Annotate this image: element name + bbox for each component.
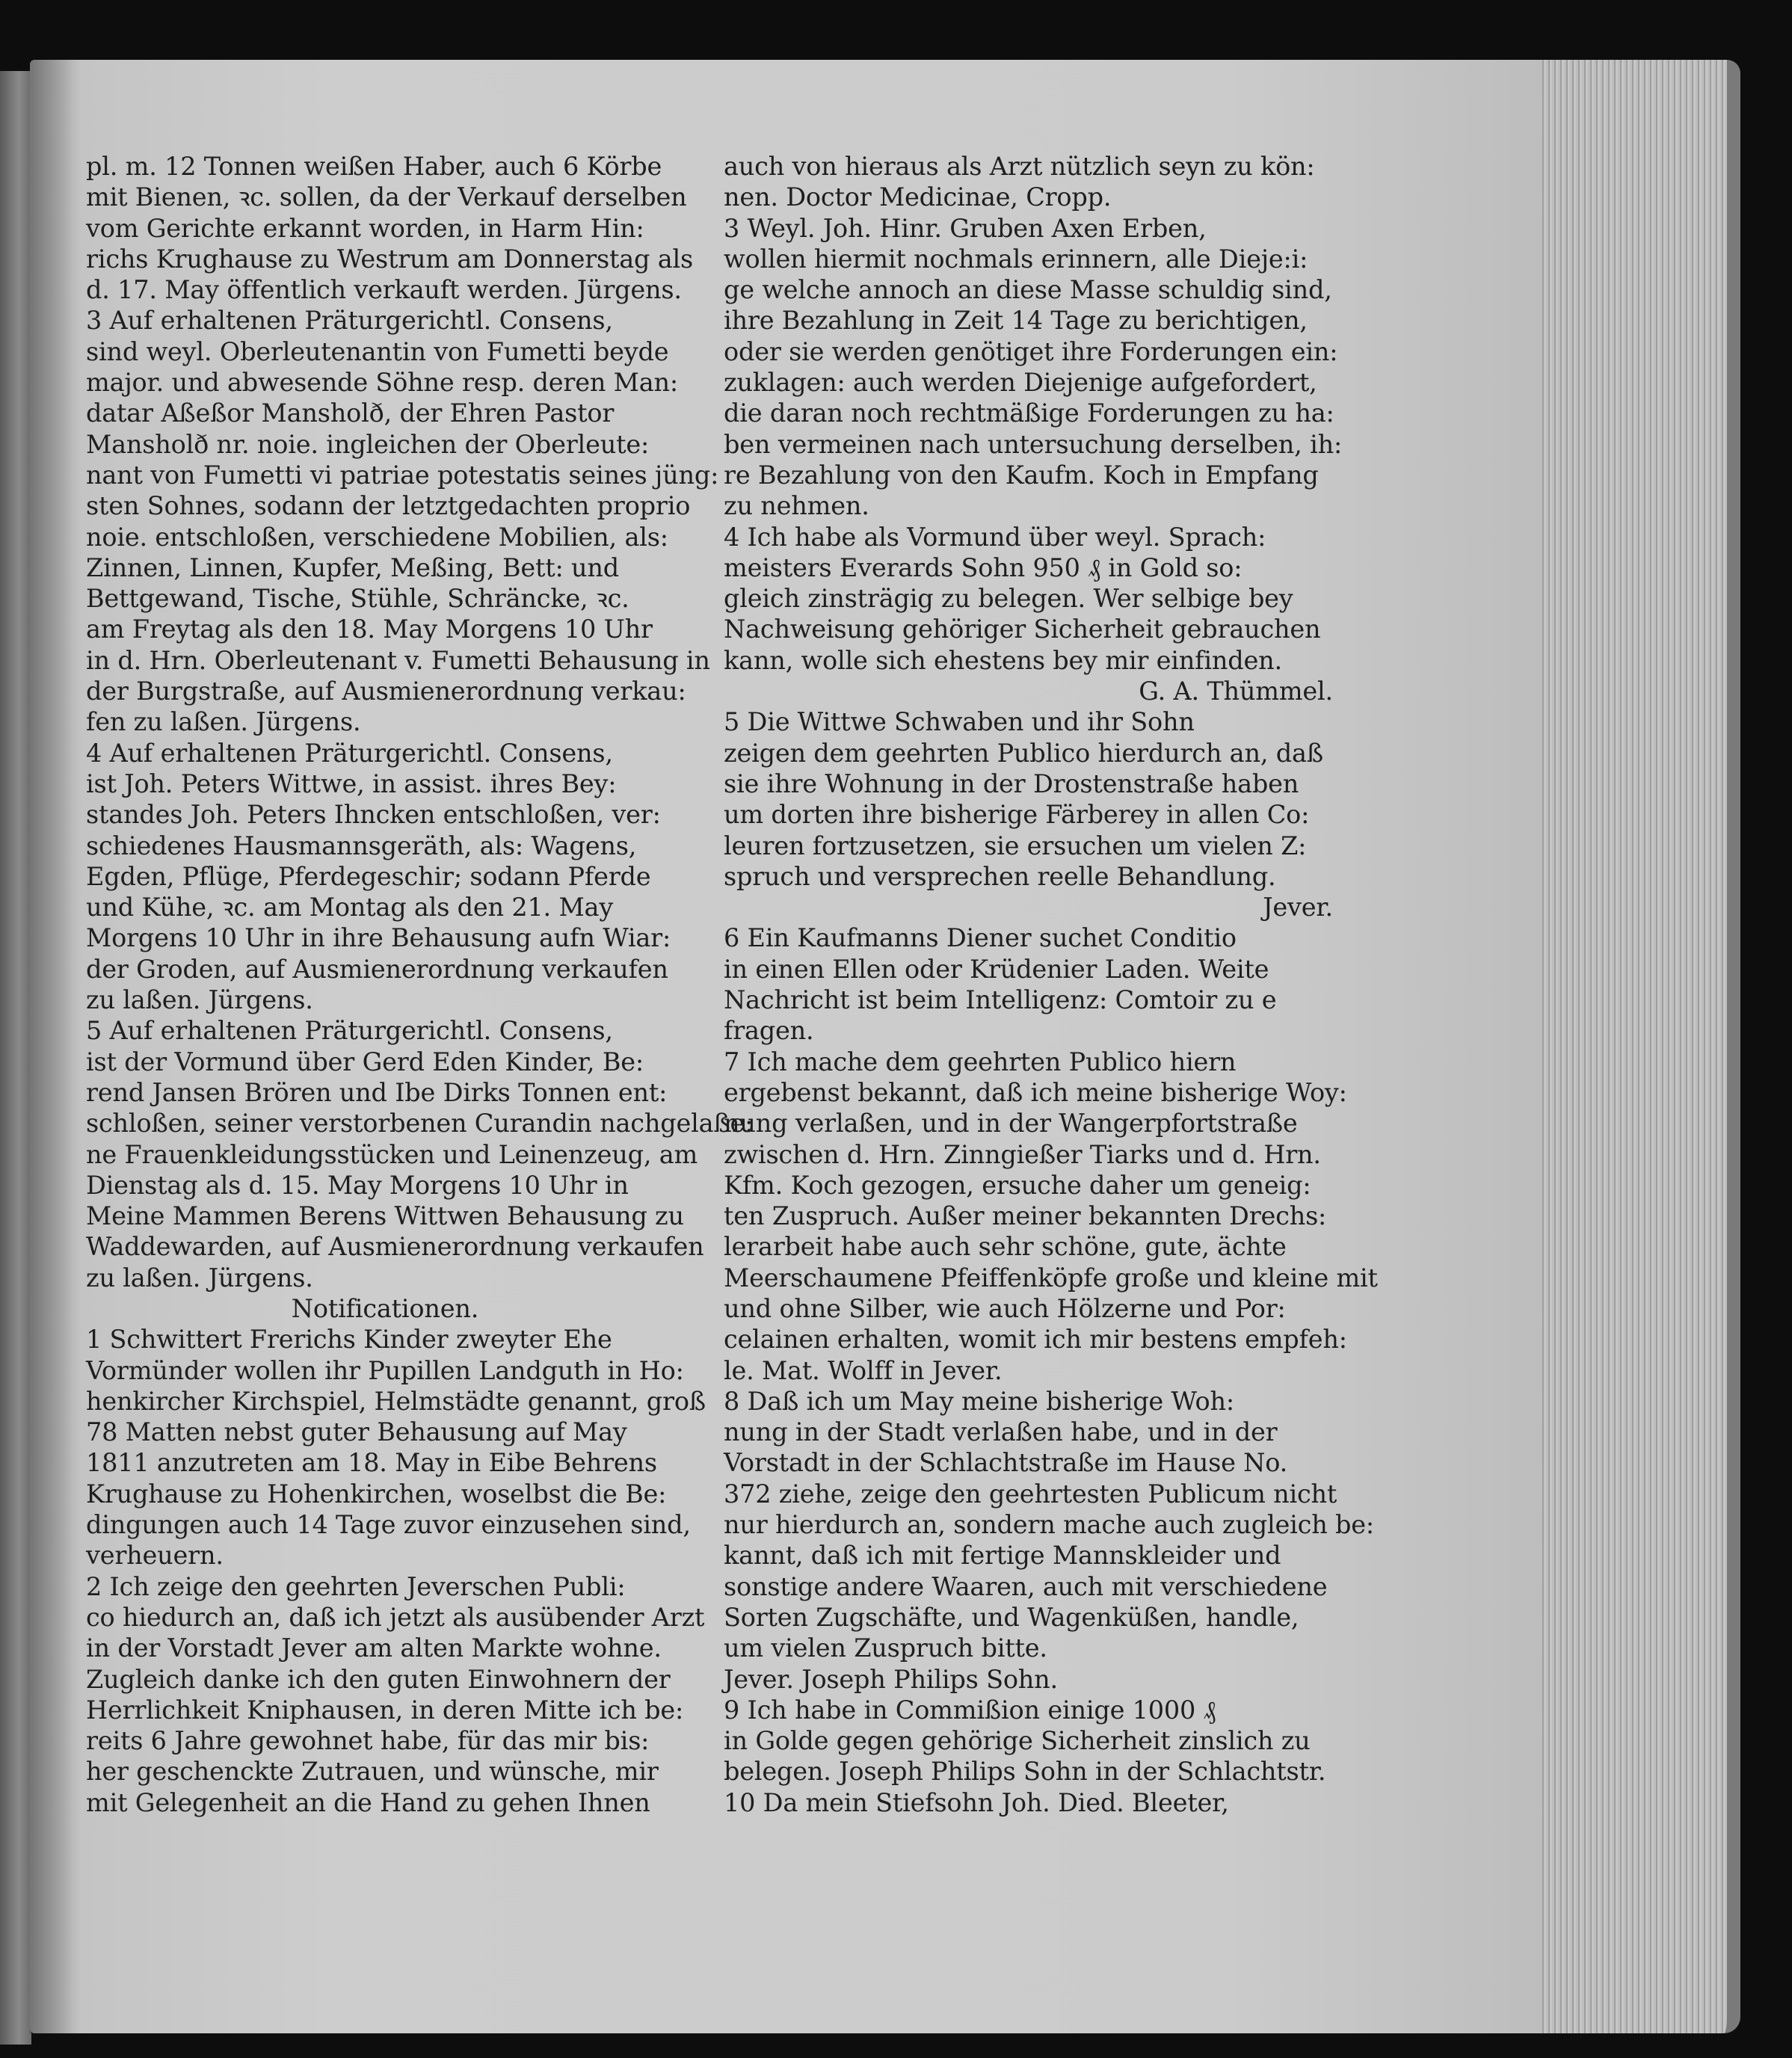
text-line: Zugleich danke ich den guten Einwohnern der [86,1664,671,1694]
text-line: Krughause zu Hohenkirchen, woselbst die Be: [86,1479,667,1509]
text-line: Bettgewand, Tische, Stühle, Schräncke, ꝛc. [86,584,629,614]
text-line: kannt, daß ich mit fertige Mannskleider und [724,1541,1281,1571]
text-line: nung in der Stadt verlaßen habe, und in der [724,1417,1278,1447]
text-line: am Freytag als den 18. May Morgens 10 Uhr [86,614,653,644]
text-line: pl. m. 12 Tonnen weißen Haber, auch 6 Körbe [86,152,662,181]
text-line: ihre Bezahlung in Zeit 14 Tage zu berichtigen, [724,306,1308,336]
text-line: datar Aßeßor Mansholð, der Ehren Pastor [86,398,615,428]
text-line: Zinnen, Linnen, Kupfer, Meßing, Bett: und [86,552,620,582]
text-line: 2 Ich zeige den geehrten Jeverschen Publi: [86,1571,626,1601]
left-text-column [86,151,754,1818]
text-line: sonstige andere Waaren, auch mit verschiedene [724,1571,1328,1601]
text-line: in der Vorstadt Jever am alten Markte wohne. [86,1633,662,1663]
text-line: ergebenst bekannt, daß ich meine bisherige Woy: [724,1077,1347,1107]
text-line: ten Zuspruch. Außer meiner bekannten Drechs: [724,1201,1327,1231]
text-line: Notificationen. [291,1293,479,1323]
text-line: um vielen Zuspruch bitte. [724,1633,1047,1663]
text-line: 5 Auf erhaltenen Präturgerichtl. Consens, [86,1016,613,1046]
text-line: sie ihre Wohnung in der Drostenstraße haben [724,768,1299,798]
right-text-column [724,151,1378,1818]
text-line: Meine Mammen Berens Wittwen Behausung zu [86,1201,684,1231]
text-line: die daran noch rechtmäßige Forderungen zu ha: [724,398,1334,428]
text-line: re Bezahlung von den Kaufm. Koch in Empfang [724,460,1319,490]
text-line: schloßen, seiner verstorbenen Curandin nachgelaße: [86,1109,754,1139]
text-line: nur hierdurch an, sondern mache auch zugleich be: [724,1510,1375,1540]
text-line: der Burgstraße, auf Ausmienerordnung verkau: [86,677,686,706]
text-line: dingungen auch 14 Tage zuvor einzusehen sind, [86,1510,691,1540]
text-line: ge welche annoch an diese Masse schuldig sind, [724,275,1332,305]
text-line: zuklagen: auch werden Diejenige aufgefordert, [724,368,1317,398]
text-line: standes Joh. Peters Ihncken entschloßen, ver: [86,800,661,830]
text-line: lerarbeit habe auch sehr schöne, gute, ächte [724,1232,1287,1262]
text-line: Kfm. Koch gezogen, ersuche daher um geneig: [724,1170,1311,1200]
text-line: Dienstag als d. 15. May Morgens 10 Uhr in [86,1170,629,1200]
text-line: richs Krughause zu Westrum am Donnerstag als [86,244,694,274]
text-line: 78 Matten nebst guter Behausung auf May [86,1417,627,1447]
text-line: G. A. Thümmel. [1139,677,1333,706]
text-line: reits 6 Jahre gewohnet habe, für das mir bis: [86,1726,650,1756]
text-line: sten Sohnes, sodann der letztgedachten proprio [86,491,691,521]
gutter-shadow [30,60,82,2033]
text-line: zwischen d. Hrn. Zinngießer Tiarks und d. Hrn. [724,1139,1321,1169]
text-line: 5 Die Wittwe Schwaben und ihr Sohn [724,707,1195,737]
text-line: zu nehmen. [724,491,869,521]
text-line: und ohne Silber, wie auch Hölzerne und Por: [724,1293,1286,1323]
text-line: kann, wolle sich ehestens bey mir einfinden. [724,645,1282,675]
text-line: der Groden, auf Ausmienerordnung verkaufen [86,954,668,984]
text-line: leuren fortzusetzen, sie ersuchen um vielen Z: [724,831,1307,860]
text-line: um dorten ihre bisherige Färberey in allen Co: [724,800,1310,830]
text-line: nen. Doctor Medicinae, Cropp. [724,182,1112,212]
text-line: zu laßen. Jürgens. [86,985,313,1015]
text-line: ben vermeinen nach untersuchung derselben, ih: [724,429,1343,459]
text-line: in einen Ellen oder Krüdenier Laden. Weite [724,954,1269,984]
text-line: Vormünder wollen ihr Pupillen Landguth in Ho: [86,1355,684,1385]
text-line: 1 Schwittert Frerichs Kinder zweyter Ehe [86,1325,612,1355]
text-line: 9 Ich habe in Commißion einige 1000 ₰ [724,1695,1216,1725]
text-line: gleich zinsträgig zu belegen. Wer selbige bey [724,584,1293,614]
text-line: in Golde gegen gehörige Sicherheit zinslich zu [724,1726,1311,1756]
text-line: ist Joh. Peters Wittwe, in assist. ihres Bey: [86,768,617,798]
text-line: spruch und versprechen reelle Behandlung. [724,861,1276,891]
text-line: 10 Da mein Stiefsohn Joh. Died. Bleeter, [724,1787,1229,1817]
text-line: zeigen dem geehrten Publico hierdurch an, daß [724,738,1323,768]
text-line: oder sie werden genötiget ihre Forderungen ein: [724,336,1338,366]
text-line: ist der Vormund über Gerd Eden Kinder, Be: [86,1047,644,1076]
text-line: celainen erhalten, womit ich mir bestens empfeh: [724,1325,1347,1355]
text-line: Herrlichkeit Kniphausen, in deren Mitte ich be: [86,1695,684,1725]
text-line: d. 17. May öffentlich verkauft werden. Jürgens. [86,275,682,305]
text-line: Jever. Joseph Philips Sohn. [724,1664,1058,1694]
text-line: schiedenes Hausmannsgeräth, als: Wagens, [86,831,637,860]
text-line: Meerschaumene Pfeiffenköpfe große und kleine mit [724,1263,1378,1293]
text-line: 1811 anzutreten am 18. May in Eibe Behrens [86,1448,657,1478]
text-line: henkircher Kirchspiel, Helmstädte genannt, groß [86,1386,706,1416]
text-line: noie. entschloßen, verschiedene Mobilien, als: [86,522,668,552]
text-line: wollen hiermit nochmals erinnern, alle Dieje:i: [724,244,1308,274]
text-line: mit Bienen, ꝛc. sollen, da der Verkauf derselben [86,182,687,212]
text-line: 7 Ich mache dem geehrten Publico hiern [724,1047,1237,1076]
text-line: Nachweisung gehöriger Sicherheit gebrauchen [724,614,1321,644]
text-line: ne Frauenkleidungsstücken und Leinenzeug, am [86,1139,698,1169]
text-line: Waddewarden, auf Ausmienerordnung verkaufen [86,1232,704,1262]
text-line: Jever. [1263,893,1333,922]
text-line: nung verlaßen, und in der Wangerpfortstraße [724,1109,1298,1139]
text-line: Nachricht ist beim Intelligenz: Comtoir zu e [724,985,1277,1015]
text-line: le. Mat. Wolff in Jever. [724,1355,1003,1385]
text-line: in d. Hrn. Oberleutenant v. Fumetti Behausung in [86,645,710,675]
text-line: co hiedurch an, daß ich jetzt als ausübender Arzt [86,1602,705,1632]
text-line: 372 ziehe, zeige den geehrtesten Publicum nicht [724,1479,1337,1509]
text-line: 3 Auf erhaltenen Präturgerichtl. Consens, [86,306,613,336]
text-line: sind weyl. Oberleutenantin von Fumetti beyde [86,336,669,366]
text-line: und Kühe, ꝛc. am Montag als den 21. May [86,893,614,922]
text-line: fragen. [724,1016,814,1046]
text-line: fen zu laßen. Jürgens. [86,707,361,737]
text-line: vom Gerichte erkannt worden, in Harm Hin: [86,213,644,243]
text-line: 4 Auf erhaltenen Präturgerichtl. Consens, [86,738,613,768]
text-line: 3 Weyl. Joh. Hinr. Gruben Axen Erben, [724,213,1207,243]
text-line: zu laßen. Jürgens. [86,1263,313,1293]
text-line: Sorten Zugschäfte, und Wagenküßen, handle, [724,1602,1299,1632]
text-line: 8 Daß ich um May meine bisherige Woh: [724,1386,1234,1416]
text-line: auch von hieraus als Arzt nützlich seyn zu kön: [724,152,1315,181]
text-line: 6 Ein Kaufmanns Diener suchet Conditio [724,923,1237,953]
text-line: mit Gelegenheit an die Hand zu gehen Ihnen [86,1787,650,1817]
text-line: belegen. Joseph Philips Sohn in der Schlachtstr. [724,1757,1326,1787]
text-line: her geschenckte Zutrauen, und wünsche, mir [86,1757,659,1787]
text-line: nant von Fumetti vi patriae potestatis seines jüng: [86,460,719,490]
text-line: rend Jansen Brören und Ibe Dirks Tonnen ent: [86,1077,668,1107]
text-line: Egden, Pflüge, Pferdegeschir; sodann Pferde [86,861,651,891]
text-line: Mansholð nr. noie. ingleichen der Oberleute: [86,429,650,459]
text-line: Morgens 10 Uhr in ihre Behausung aufn Wiar: [86,923,671,953]
text-line: meisters Everards Sohn 950 ₰ in Gold so: [724,552,1243,582]
text-line: Vorstadt in der Schlachtstraße im Hause No. [724,1448,1288,1478]
text-line: verheuern. [86,1541,224,1571]
text-line: 4 Ich habe als Vormund über weyl. Sprach: [724,522,1266,552]
page-stack-edges [1540,60,1740,2033]
facing-page-edge [0,71,31,2045]
text-line: major. und abwesende Söhne resp. deren Man: [86,368,678,398]
